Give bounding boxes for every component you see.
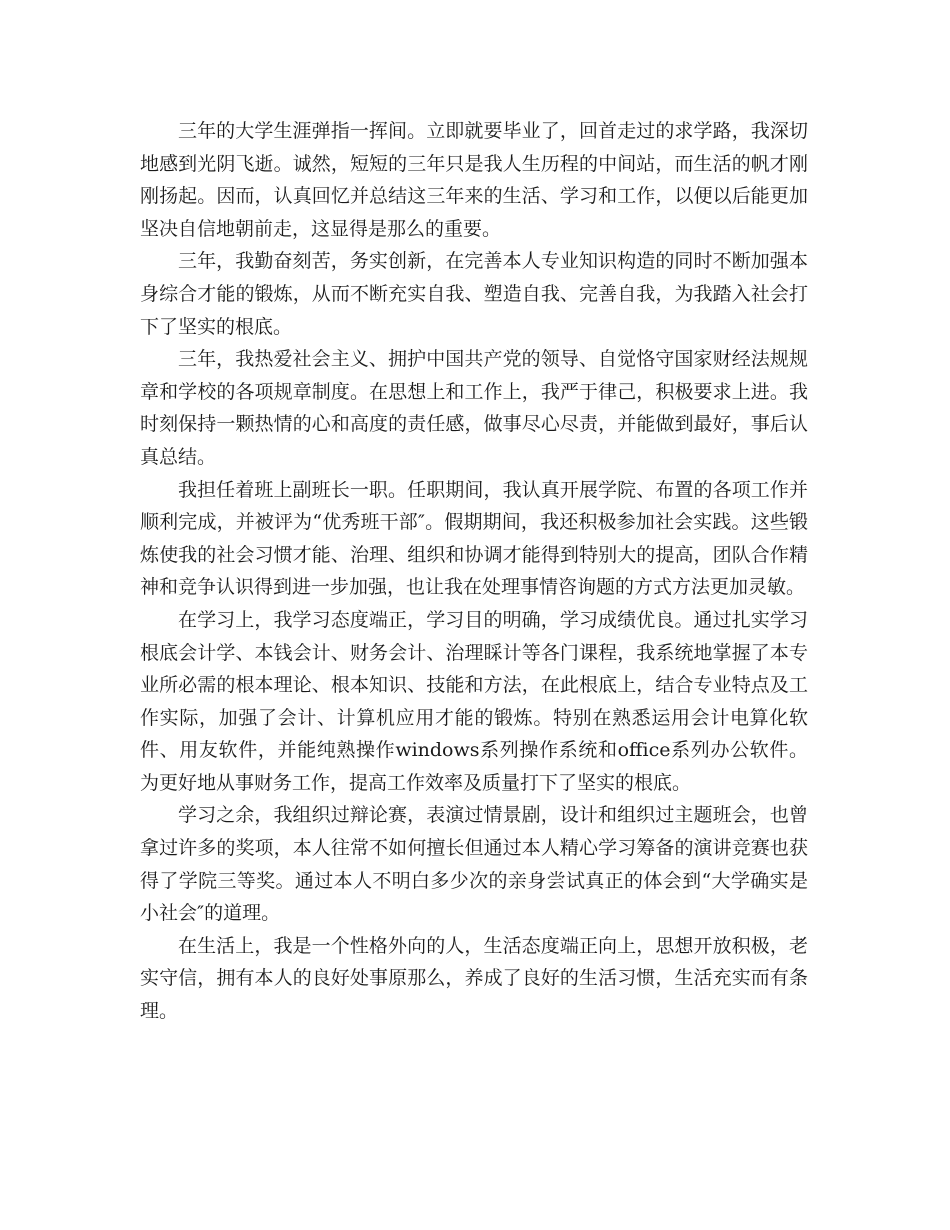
paragraph-study: 在学习上，我学习态度端正，学习目的明确，学习成绩优良。通过扎实学习根底会计学、本钱会计、财务会计、治理睬计等各门课程，我系统地掌握了本专业所必需的根本理论、根本知识、技能和方法，在此根底上，结合专业特点及工作实际，加强了会计、计算机应用才能的锻炼。特别在熟悉运用会计电算化软件、用友软件，并能纯熟操作windows系列操作系统和office系列办公软件。为更好地从事财务工作，提高工作效率及质量打下了坚实的根底。 xyxy=(140,608,808,794)
paragraph-intro: 三年的大学生涯弹指一挥间。立即就要毕业了，回首走过的求学路，我深切地感到光阴飞逝。诚然，短短的三年只是我人生历程的中间站，而生活的帆才刚刚扬起。因而，认真回忆并总结这三年来的生活、学习和工作，以便以后能更加坚决自信地朝前走，这显得是那么的重要。 xyxy=(140,120,808,240)
document-body xyxy=(140,115,808,1028)
paragraph-life: 在生活上，我是一个性格外向的人，生活态度端正向上，思想开放积极，老实守信，拥有本人的良好处事原那么，养成了良好的生活习惯，生活充实而有条理。 xyxy=(140,934,808,1023)
paragraph-class-monitor: 我担任着班上副班长一职。任职期间，我认真开展学院、布置的各项工作并顺利完成，并被评为“优秀班干部″。假期期间，我还积极参加社会实践。这些锻炼使我的社会习惯才能、治理、组织和协调才能得到特别大的提高，团队合作精神和竞争认识得到进一步加强，也让我在处理事情咨询题的方式方法更加灵敏。 xyxy=(140,478,808,599)
paragraph-diligence: 三年，我勤奋刻苦，务实创新，在完善本人专业知识构造的同时不断加强本身综合才能的锻炼，从而不断充实自我、塑造自我、完善自我，为我踏入社会打下了坚实的根底。 xyxy=(140,250,808,338)
paragraph-ideology: 三年，我热爱社会主义、拥护中国共产党的领导、自觉恪守国家财经法规规章和学校的各项规章制度。在思想上和工作上，我严于律己，积极要求上进。我时刻保持一颗热情的心和高度的责任感，做事尽心尽责，并能做到最好，事后认真总结。 xyxy=(140,348,808,468)
paragraph-activities: 学习之余，我组织过辩论赛，表演过情景剧，设计和组织过主题班会，也曾拿过许多的奖项，本人往常不如何擅长但通过本人精心学习筹备的演讲竞赛也获得了学院三等奖。通过本人不明白多少次的亲身尝试真正的体会到“大学确实是小社会″的道理。 xyxy=(140,804,808,925)
